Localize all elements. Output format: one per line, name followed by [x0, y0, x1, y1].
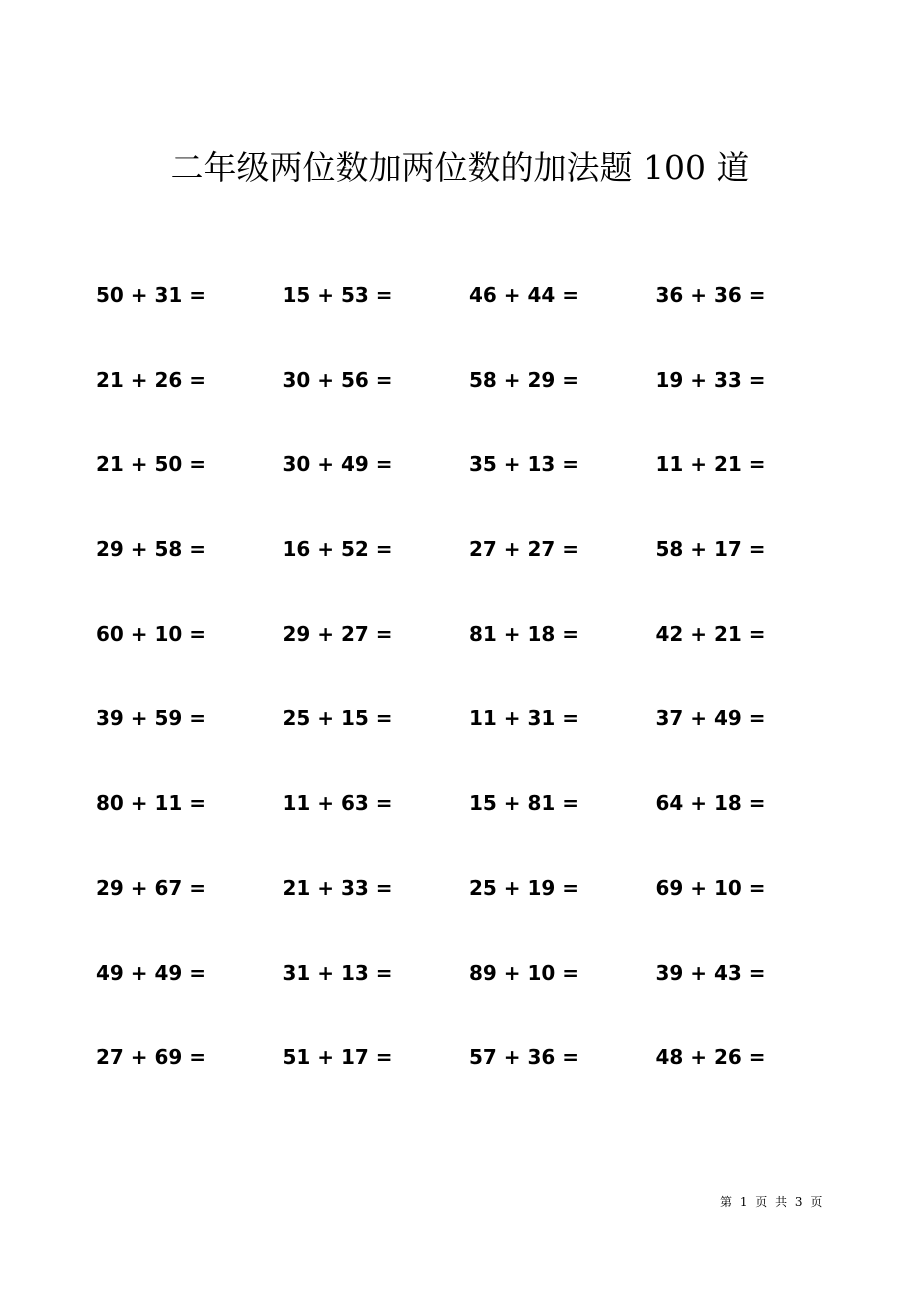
problem-row	[96, 1043, 856, 1128]
problem: 81 + 18 =	[469, 621, 580, 646]
problem: 30 + 56 =	[282, 367, 393, 392]
problem-row	[96, 366, 856, 451]
problem: 50 + 31 =	[96, 283, 207, 307]
problem-row	[96, 704, 856, 789]
problem: 60 + 10 =	[96, 621, 207, 646]
problem: 58 + 29 =	[469, 367, 580, 392]
problem: 30 + 49 =	[282, 452, 393, 477]
problem: 57 + 36 =	[469, 1045, 580, 1070]
problem: 29 + 67 =	[96, 875, 207, 900]
problem-row	[96, 450, 856, 535]
problem: 15 + 53 =	[282, 283, 393, 307]
problem: 21 + 26 =	[96, 367, 207, 392]
problem: 19 + 33 =	[655, 367, 766, 392]
problem: 49 + 49 =	[96, 960, 207, 985]
problem-row	[96, 789, 856, 874]
problem: 11 + 31 =	[469, 706, 580, 731]
problem-row	[96, 874, 856, 959]
problem: 80 + 11 =	[96, 791, 207, 816]
problem: 25 + 19 =	[469, 875, 580, 900]
problem: 15 + 81 =	[469, 791, 580, 816]
problem-grid	[96, 281, 856, 1128]
problem: 58 + 17 =	[655, 537, 766, 562]
problem: 89 + 10 =	[469, 960, 580, 985]
problem: 11 + 21 =	[655, 452, 766, 477]
problem: 46 + 44 =	[469, 283, 580, 307]
problem: 35 + 13 =	[469, 452, 580, 477]
problem: 69 + 10 =	[655, 875, 766, 900]
problem: 39 + 59 =	[96, 706, 207, 731]
problem: 29 + 27 =	[282, 621, 393, 646]
problem: 64 + 18 =	[655, 791, 766, 816]
page-number: 第 1 页 共 3 页	[720, 1195, 823, 1209]
page-title: 二年级两位数加两位数的加法题 100 道	[170, 148, 750, 187]
problem: 48 + 26 =	[655, 1045, 766, 1070]
problem: 25 + 15 =	[282, 706, 393, 731]
problem: 42 + 21 =	[655, 621, 766, 646]
problem: 21 + 50 =	[96, 452, 207, 477]
problem-row	[96, 535, 856, 620]
problem: 11 + 63 =	[282, 791, 393, 816]
problem: 37 + 49 =	[655, 706, 766, 731]
problem-row	[96, 959, 856, 1044]
problem-row	[96, 620, 856, 705]
problem: 31 + 13 =	[282, 960, 393, 985]
problem: 39 + 43 =	[655, 960, 766, 985]
problem: 51 + 17 =	[282, 1045, 393, 1070]
problem: 21 + 33 =	[282, 875, 393, 900]
problem: 16 + 52 =	[282, 537, 393, 562]
problem: 36 + 36 =	[655, 283, 766, 307]
problem-row	[96, 281, 856, 366]
problem: 27 + 27 =	[469, 537, 580, 562]
problem: 29 + 58 =	[96, 537, 207, 562]
problem: 27 + 69 =	[96, 1045, 207, 1070]
